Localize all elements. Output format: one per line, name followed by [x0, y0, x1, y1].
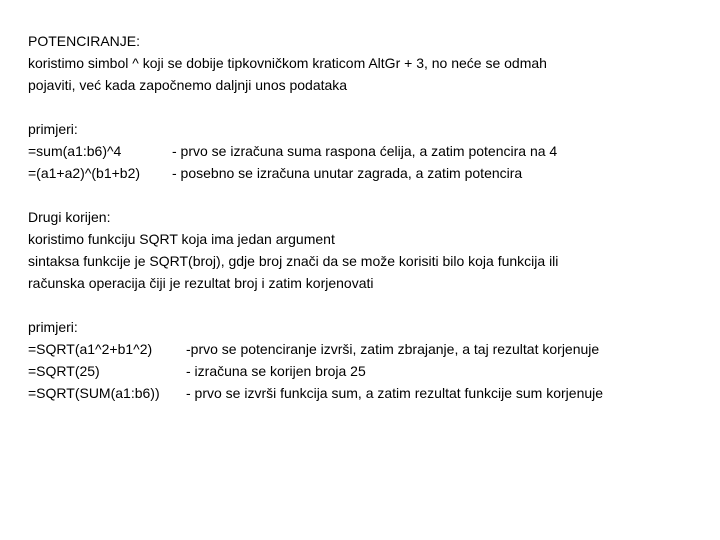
- example-description: -prvo se potenciranje izvrši, zatim zbrajanje, a taj rezultat korjenuje: [186, 341, 600, 357]
- example-description: - prvo se izvrši funkcija sum, a zatim rezultat funkcije sum korjenuje: [186, 385, 604, 401]
- example-formula: =SQRT(SUM(a1:b6)): [28, 385, 160, 401]
- example-formula: =SQRT(25): [28, 363, 100, 379]
- example-description: - posebno se izračuna unutar zagrada, a zatim potencira: [172, 165, 523, 181]
- text-line: pojaviti, već kada započnemo daljnji unos podataka: [28, 77, 348, 93]
- section-title: POTENCIRANJE:: [28, 33, 141, 49]
- example-description: - prvo se izračuna suma raspona ćelija, a zatim potencira na 4: [172, 143, 558, 159]
- section-title: Drugi korijen:: [28, 209, 111, 225]
- example-description: - izračuna se korijen broja 25: [186, 363, 366, 379]
- example-formula: =SQRT(a1^2+b1^2): [28, 341, 153, 357]
- example-row: [28, 360, 708, 382]
- example-row: [28, 140, 708, 162]
- slide-content: [28, 30, 708, 426]
- example-formula: =(a1+a2)^(b1+b2): [28, 165, 141, 181]
- examples-heading: primjeri:: [28, 121, 78, 137]
- examples-heading: primjeri:: [28, 319, 78, 335]
- example-formula: =sum(a1:b6)^4: [28, 143, 122, 159]
- text-line: sintaksa funkcije je SQRT(broj), gdje broj znači da se može korisiti bilo koja funkcija ili: [28, 253, 559, 269]
- example-row: [28, 338, 708, 360]
- text-line: računska operacija čiji je rezultat broj i zatim korjenovati: [28, 275, 374, 291]
- examples-korijen: [28, 316, 708, 404]
- text-line: koristimo simbol ^ koji se dobije tipkovničkom kraticom AltGr + 3, no neće se odmah: [28, 55, 547, 71]
- section-drugi-korijen: [28, 206, 708, 294]
- example-row: [28, 382, 708, 404]
- example-row: [28, 162, 708, 184]
- section-potenciranje: [28, 30, 708, 96]
- examples-potenciranje: [28, 118, 708, 184]
- text-line: koristimo funkciju SQRT koja ima jedan argument: [28, 231, 335, 247]
